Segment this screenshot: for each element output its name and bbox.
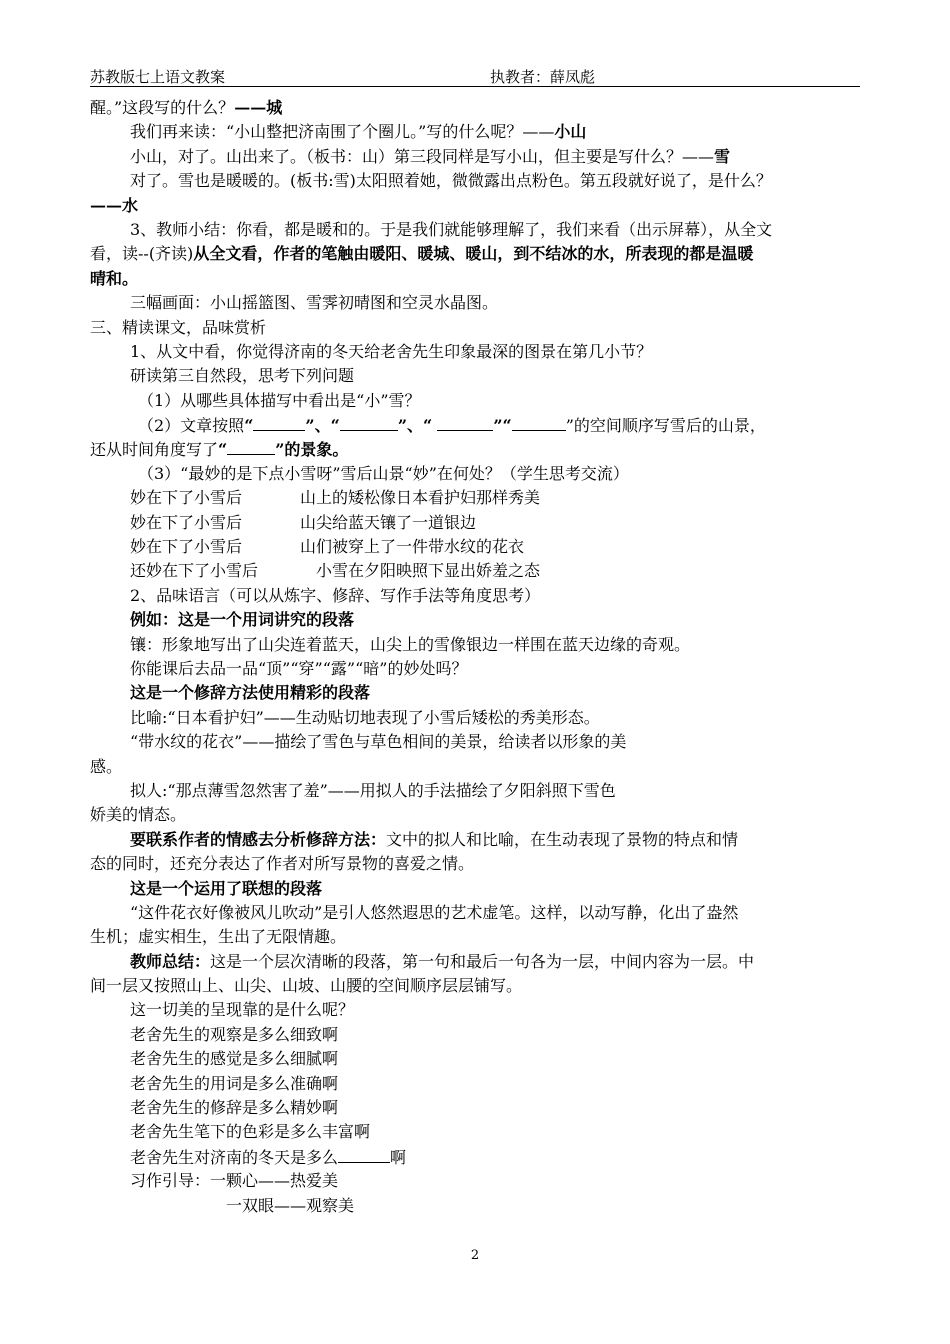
subheading: 这是一个修辞方法使用精彩的段落 — [130, 683, 371, 703]
text-line: ——水 — [90, 195, 139, 215]
fill-blank — [253, 413, 305, 431]
list-item: 妙在下了小雪后 山尖给蓝天镶了一道银边 — [130, 512, 477, 532]
text-line: 镶：形象地写出了山尖连着蓝天，山尖上的雪像银边一样围在蓝天边缘的奇观。 — [130, 634, 691, 654]
text-line: 要联系作者的情感去分析修辞方法：文中的拟人和比喻，在生动表现了景物的特点和情 — [130, 829, 739, 849]
fill-blank — [437, 413, 493, 431]
text-line: 看，读--(齐读)从全文看，作者的笔触由暖阳、暖城、暖山，到不结冰的水，所表现的都是温暖 — [90, 244, 754, 264]
text-line: 老舍先生对济南的冬天是多么 啊 — [90, 1145, 865, 1169]
text-line: 老舍先生的修辞是多么精妙啊 — [130, 1098, 339, 1118]
text-line: 习作引导：一颗心——热爱美 — [130, 1171, 339, 1191]
text-line: 间一层又按照山上、山尖、山坡、山腰的空间顺序层层铺写。 — [90, 976, 523, 996]
text-line: 1、从文中看，你觉得济南的冬天给老舍先生印象最深的图景在第几小节？ — [130, 341, 653, 361]
text-line: 3、教师小结：你看，都是暖和的。于是我们就能够理解了，我们来看（出示屏幕），从全文 — [130, 219, 773, 239]
text-line: 晴和。 — [90, 268, 139, 288]
text-line: “带水纹的花衣”——描绘了雪色与草色相间的美景，给读者以形象的美 — [130, 732, 627, 752]
text-line: 娇美的情态。 — [90, 805, 187, 825]
text-line: 你能课后去品一品“顶”“穿”“露”“暗”的妙处吗？ — [130, 658, 468, 678]
text-line: 一双眼——观察美 — [226, 1195, 355, 1215]
text-line: 醒。”这段写的什么？——城 — [90, 98, 283, 117]
text-line: 这一切美的呈现靠的是什么呢？ — [130, 1000, 355, 1020]
text-line: 拟人:“那点薄雪忽然害了羞”——用拟人的手法描绘了夕阳斜照下雪色 — [130, 780, 616, 800]
fill-blank — [338, 1145, 390, 1163]
text-line: 研读第三自然段，思考下列问题 — [130, 366, 355, 386]
text-line: 教师总结：这是一个层次清晰的段落，第一句和最后一句各为一层，中间内容为一层。中 — [130, 951, 755, 971]
fill-blank — [227, 437, 275, 455]
text-line: 我们再来读：“小山整把济南围了个圈儿。”写的什么呢？——小山 — [130, 122, 587, 142]
text-line: 感。 — [90, 756, 123, 776]
subheading: 例如：这是一个用词讲究的段落 — [130, 610, 355, 630]
text-line: 对了。雪也是暖暖的。(板书:雪)太阳照着她，微微露出点粉色。第五段就好说了，是什么？ — [130, 171, 772, 191]
fill-blank — [340, 413, 398, 431]
list-item: 还妙在下了小雪后 小雪在夕阳映照下显出娇羞之态 — [130, 561, 541, 581]
text-line: 老舍先生的感觉是多么细腻啊 — [130, 1049, 339, 1069]
text-line: 老舍先生笔下的色彩是多么丰富啊 — [130, 1122, 371, 1142]
text-line: 三幅画面：小山摇篮图、雪霁初晴图和空灵水晶图。 — [130, 293, 499, 313]
list-item: 妙在下了小雪后 山上的矮松像日本看护妇那样秀美 — [130, 488, 541, 508]
text-line: “这件花衣好像被风儿吹动”是引人悠然遐思的艺术虚笔。这样，以动写静，化出了盎然 — [130, 902, 739, 922]
text-line: 态的同时，还充分表达了作者对所写景物的喜爱之情。 — [90, 854, 475, 874]
text-line: 小山，对了。山出来了。（板书：山）第三段同样是写小山，但主要是写什么？——雪 — [130, 146, 731, 166]
subheading: 这是一个运用了联想的段落 — [130, 878, 323, 898]
page-header — [90, 64, 860, 87]
section-heading: 三、精读课文，品味赏析 — [90, 317, 267, 337]
header-author: 执教者：薛凤彪 — [490, 68, 596, 86]
text-line: 老舍先生的用词是多么准确啊 — [130, 1073, 339, 1093]
text-line: 2、品味语言（可以从炼字、修辞、写作手法等角度思考） — [130, 585, 541, 605]
page-number: 2 — [470, 1248, 480, 1263]
text-line: （3）“最妙的是下点小雪呀”雪后山景“妙”在何处？（学生思考交流） — [138, 463, 629, 483]
document-body — [90, 96, 865, 1218]
header-title: 苏教版七上语文教案 — [90, 68, 226, 86]
text-line: 比喻:“日本看护妇”——生动贴切地表现了小雪后矮松的秀美形态。 — [130, 707, 600, 727]
text-line: （2）文章按照“ ”、“ ”、“ ”“ ”的空间顺序写雪后的山景， — [90, 413, 865, 437]
list-item: 妙在下了小雪后 山们被穿上了一件带水纹的花衣 — [130, 537, 525, 557]
fill-blank — [512, 413, 566, 431]
text-line: 还从时间角度写了“ ”的景象。 — [90, 437, 865, 461]
text-line: （1）从哪些具体描写中看出是“小”雪？ — [138, 390, 421, 410]
text-line: 生机；虚实相生，生出了无限情趣。 — [90, 927, 347, 947]
text-line: 老舍先生的观察是多么细致啊 — [130, 1024, 339, 1044]
